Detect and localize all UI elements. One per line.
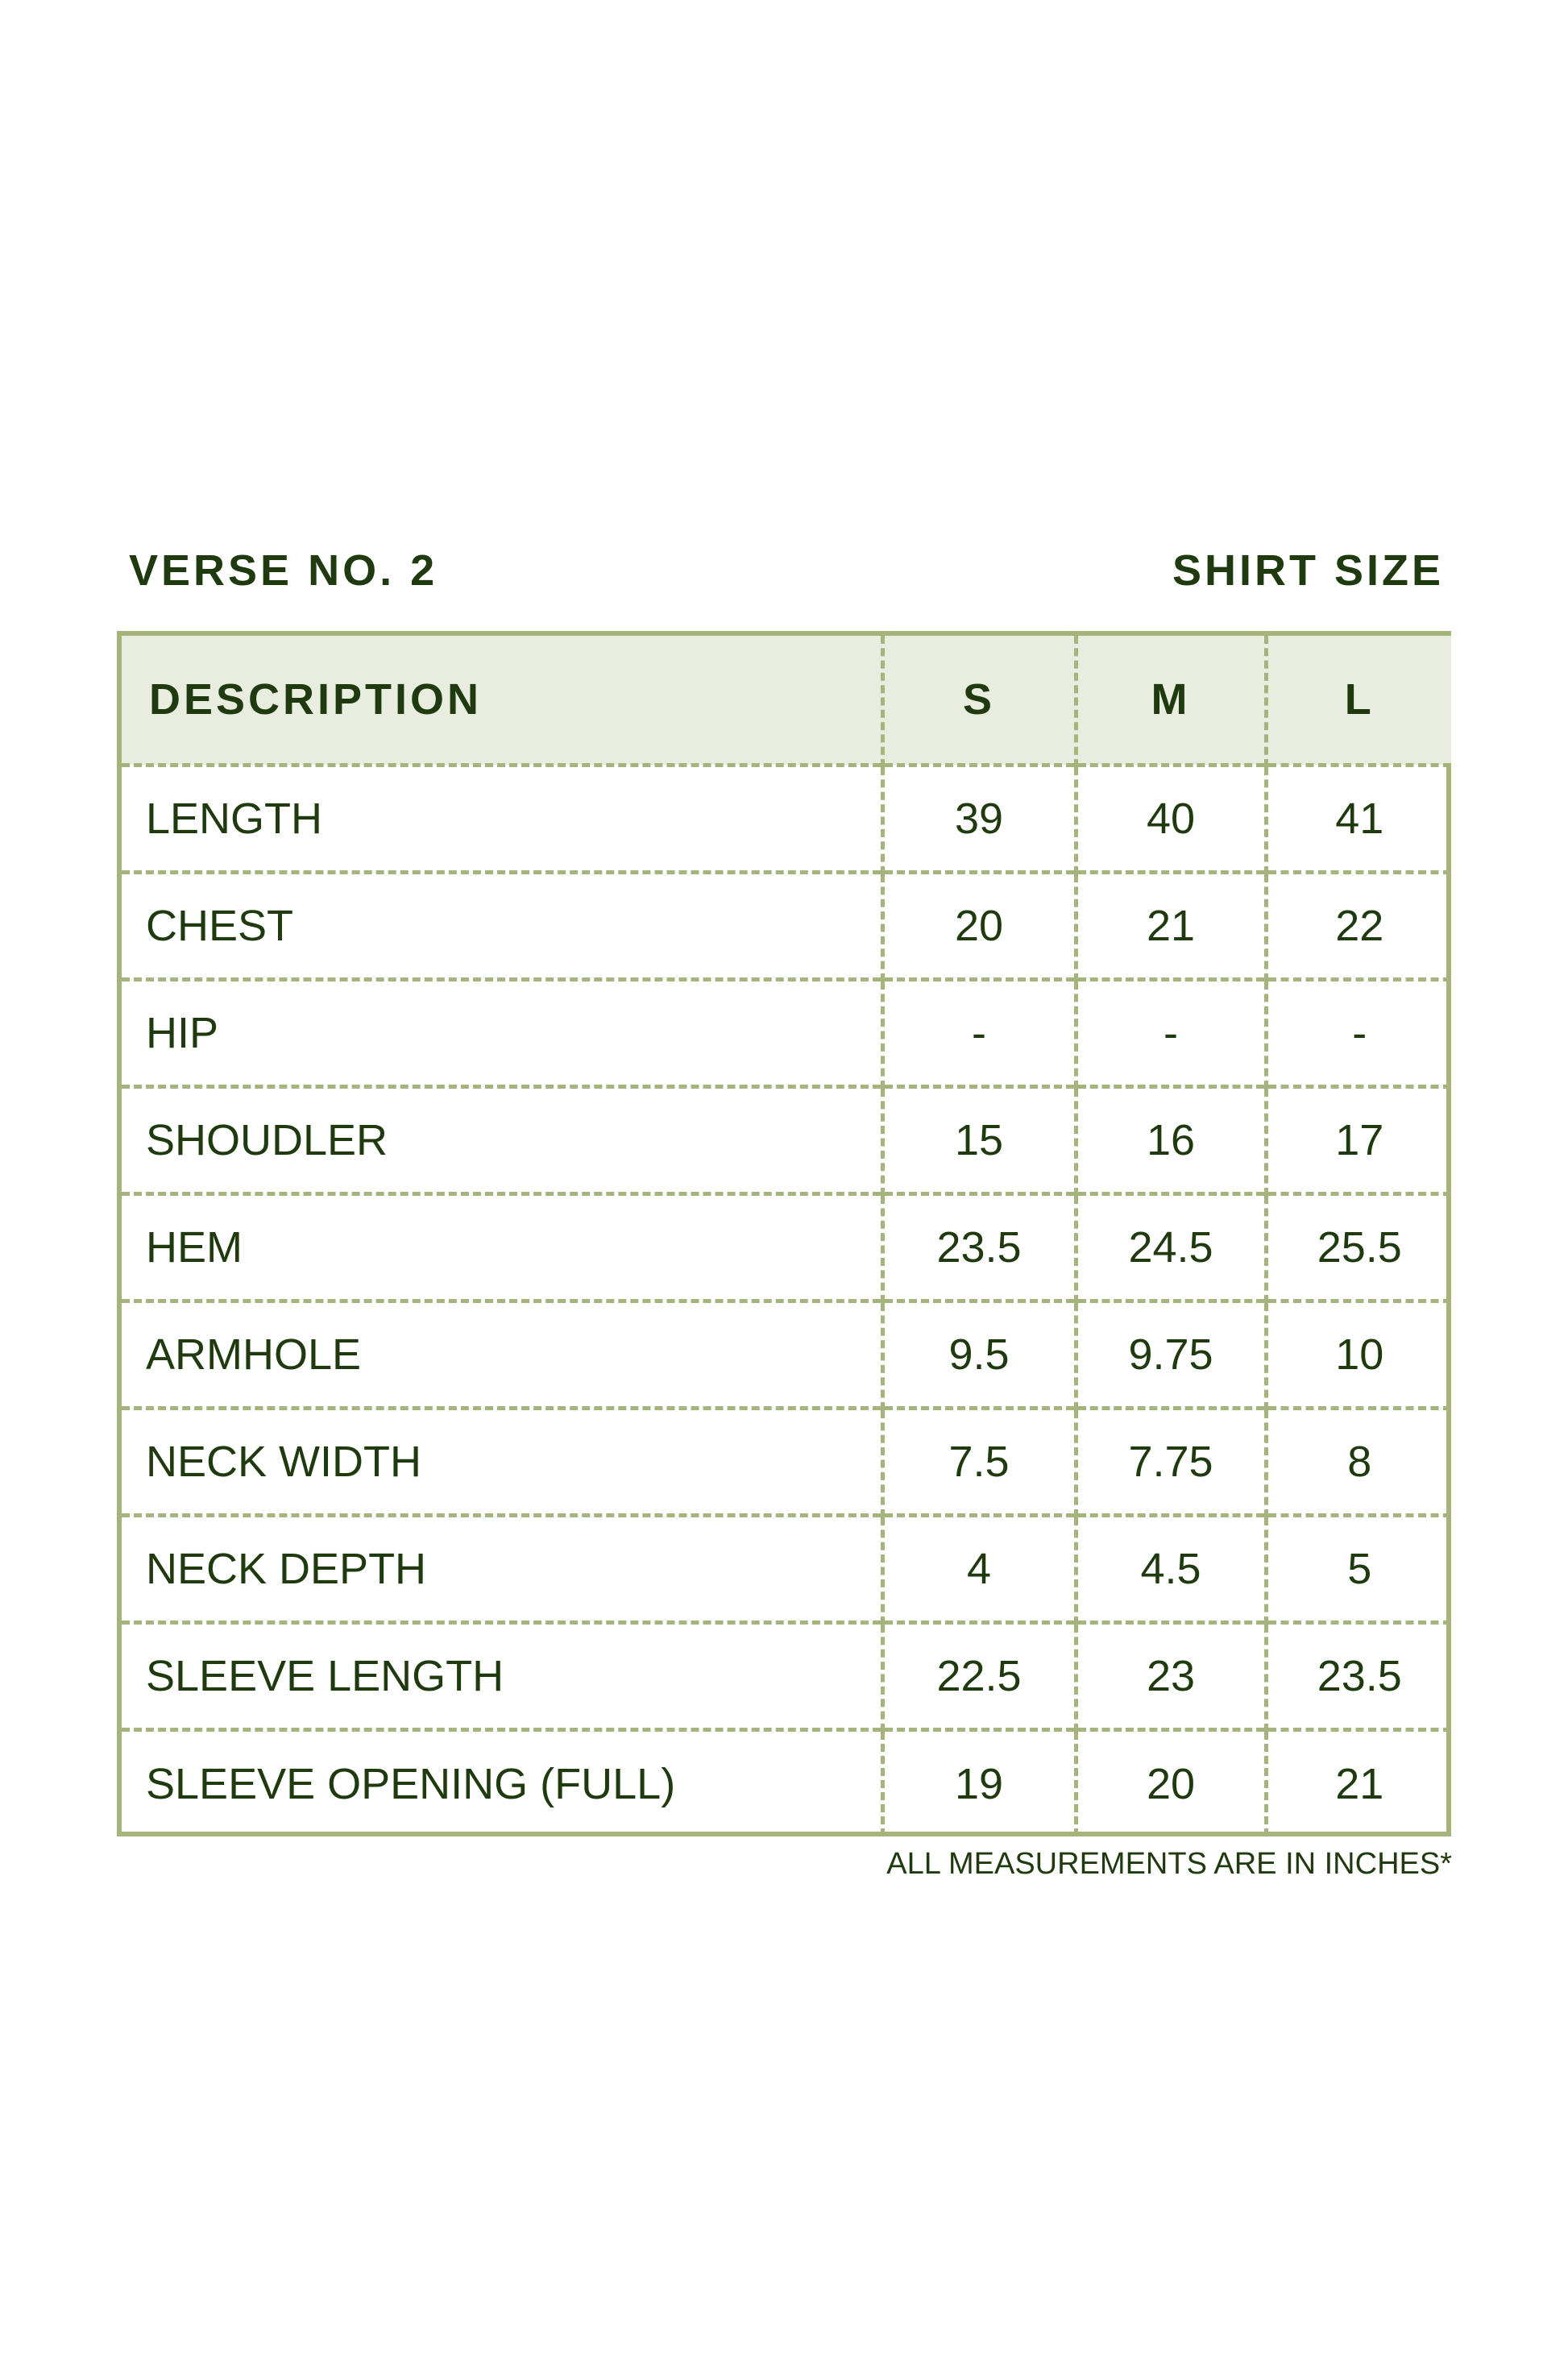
chart-header: [0, 538, 1568, 603]
size-l-value: 41: [1266, 765, 1451, 872]
size-s-value: 9.5: [882, 1301, 1076, 1408]
table-header-row: [122, 636, 1451, 765]
row-label: HEM: [122, 1193, 882, 1301]
table-row: [122, 1301, 1451, 1408]
size-s-value: 22.5: [882, 1622, 1076, 1729]
size-l-value: 25.5: [1266, 1193, 1451, 1301]
size-l-value: 17: [1266, 1086, 1451, 1193]
size-m-value: 40: [1076, 765, 1266, 872]
size-l-value: 10: [1266, 1301, 1451, 1408]
table-row: [122, 765, 1451, 872]
measurement-footnote: ALL MEASUREMENTS ARE IN INCHES*: [886, 1847, 1452, 1881]
size-chart: [117, 631, 1451, 1836]
size-l-value: -: [1266, 979, 1451, 1086]
row-label: NECK WIDTH: [122, 1408, 882, 1515]
size-s-value: 7.5: [882, 1408, 1076, 1515]
table-row: [122, 1193, 1451, 1301]
column-header-m: M: [1076, 636, 1266, 765]
size-m-value: 20: [1076, 1729, 1266, 1836]
column-header-s: S: [882, 636, 1076, 765]
size-chart-title: SHIRT SIZE: [1172, 546, 1444, 595]
size-s-value: 39: [882, 765, 1076, 872]
row-label: NECK DEPTH: [122, 1515, 882, 1622]
table-row: [122, 979, 1451, 1086]
table-row: [122, 872, 1451, 979]
row-label: HIP: [122, 979, 882, 1086]
row-label: ARMHOLE: [122, 1301, 882, 1408]
size-m-value: 4.5: [1076, 1515, 1266, 1622]
size-m-value: 21: [1076, 872, 1266, 979]
row-label: SHOUDLER: [122, 1086, 882, 1193]
size-s-value: 19: [882, 1729, 1076, 1836]
size-s-value: 20: [882, 872, 1076, 979]
table-row: [122, 1729, 1451, 1836]
size-l-value: 5: [1266, 1515, 1451, 1622]
row-label: CHEST: [122, 872, 882, 979]
table-row: [122, 1086, 1451, 1193]
row-label: LENGTH: [122, 765, 882, 872]
size-m-value: 16: [1076, 1086, 1266, 1193]
size-l-value: 8: [1266, 1408, 1451, 1515]
table-row: [122, 1515, 1451, 1622]
size-m-value: 23: [1076, 1622, 1266, 1729]
size-s-value: -: [882, 979, 1076, 1086]
size-l-value: 23.5: [1266, 1622, 1451, 1729]
row-label: SLEEVE LENGTH: [122, 1622, 882, 1729]
size-s-value: 15: [882, 1086, 1076, 1193]
size-l-value: 22: [1266, 872, 1451, 979]
column-header-l: L: [1266, 636, 1451, 765]
size-s-value: 23.5: [882, 1193, 1076, 1301]
table-row: [122, 1622, 1451, 1729]
size-m-value: -: [1076, 979, 1266, 1086]
size-l-value: 21: [1266, 1729, 1451, 1836]
size-m-value: 7.75: [1076, 1408, 1266, 1515]
size-m-value: 24.5: [1076, 1193, 1266, 1301]
size-table: [122, 636, 1451, 1836]
table-row: [122, 1408, 1451, 1515]
row-label: SLEEVE OPENING (FULL): [122, 1729, 882, 1836]
size-s-value: 4: [882, 1515, 1076, 1622]
column-header-description: DESCRIPTION: [149, 674, 483, 724]
size-m-value: 9.75: [1076, 1301, 1266, 1408]
brand-title: VERSE NO. 2: [129, 546, 438, 595]
